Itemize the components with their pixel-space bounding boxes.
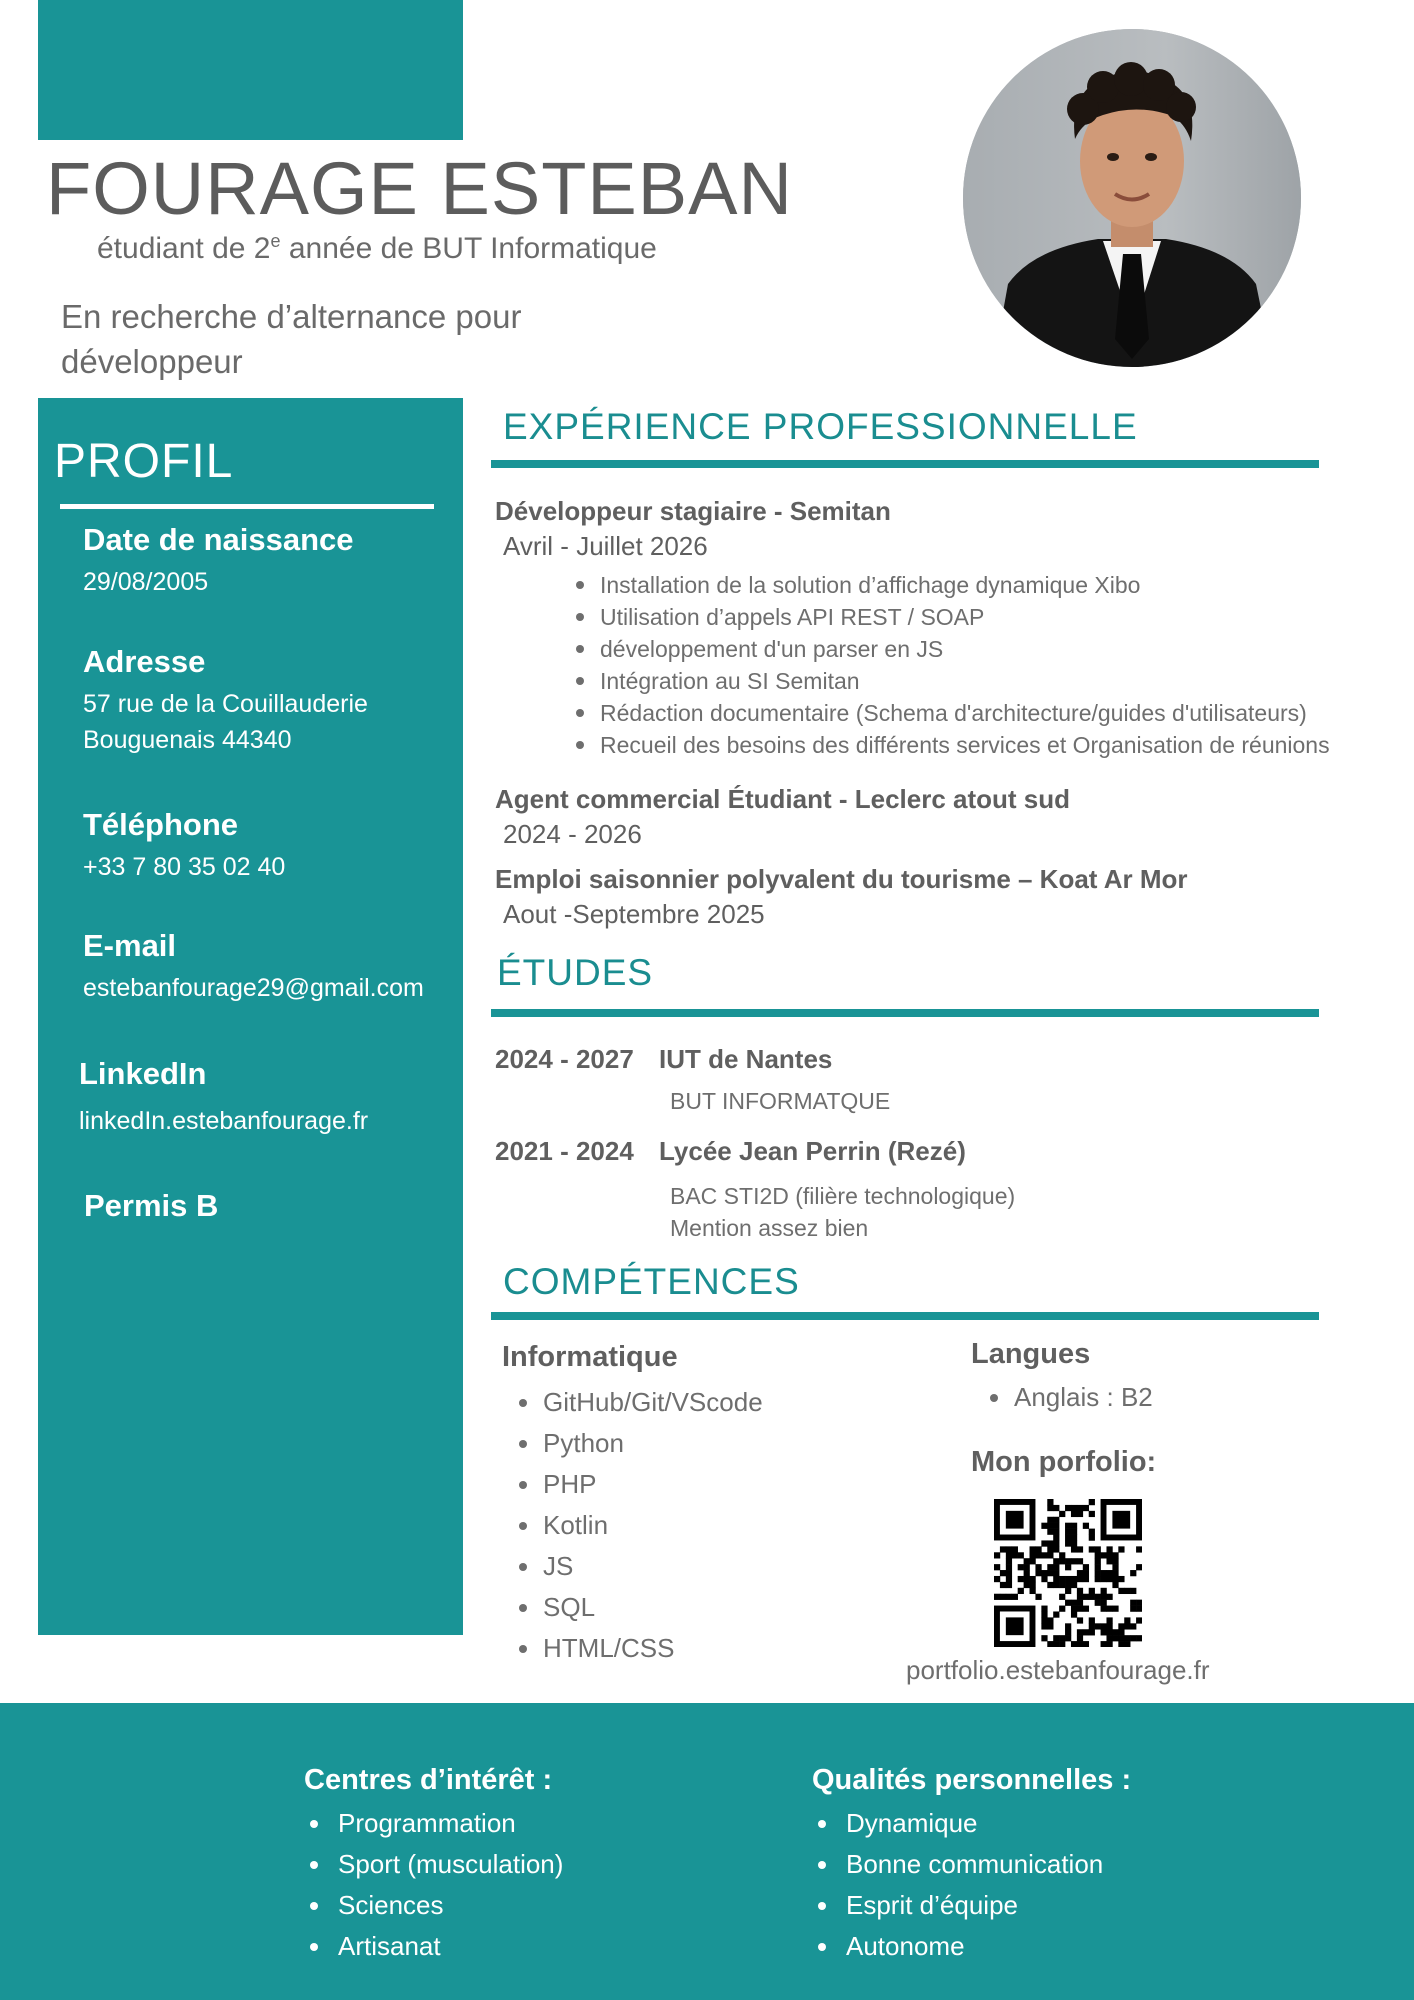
job-title: Développeur stagiaire - Semitan bbox=[495, 496, 891, 526]
profile-photo bbox=[963, 29, 1301, 367]
profile-title: PROFIL bbox=[54, 435, 234, 488]
phone-value: +33 7 80 35 02 40 bbox=[83, 853, 286, 881]
education-years: 2021 - 2024 bbox=[495, 1136, 634, 1166]
skill-item: Python bbox=[513, 1423, 763, 1464]
job-date: 2024 - 2026 bbox=[503, 819, 642, 849]
qualities-title: Qualités personnelles : bbox=[812, 1764, 1132, 1796]
portfolio-url[interactable]: portfolio.estebanfourage.fr bbox=[906, 1655, 1210, 1685]
interest-item: Sport (musculation) bbox=[304, 1844, 563, 1885]
education-detail: Mention assez bien bbox=[670, 1215, 869, 1241]
job-task: Rédaction documentaire (Schema d'architecture/guides d'utilisateurs) bbox=[570, 697, 1330, 729]
quality-item: Bonne communication bbox=[812, 1844, 1103, 1885]
subtitle-sup: e bbox=[270, 231, 281, 251]
education-divider bbox=[491, 1009, 1319, 1017]
address-line1: 57 rue de la Couillauderie bbox=[83, 690, 368, 718]
education-years: 2024 - 2027 bbox=[495, 1044, 634, 1074]
candidate-name: FOURAGE ESTEBAN bbox=[46, 147, 793, 230]
interests-list bbox=[304, 1803, 563, 1967]
qualities-list bbox=[812, 1803, 1103, 1967]
skill-item: JS bbox=[513, 1546, 763, 1587]
languages-list bbox=[984, 1379, 1153, 1415]
skill-item: HTML/CSS bbox=[513, 1628, 763, 1669]
address-label: Adresse bbox=[83, 644, 206, 679]
it-skills-list bbox=[513, 1382, 763, 1669]
it-skills-title: Informatique bbox=[502, 1341, 678, 1373]
portfolio-title: Mon porfolio: bbox=[971, 1446, 1157, 1478]
education-school: IUT de Nantes bbox=[659, 1044, 833, 1074]
language-item: Anglais : B2 bbox=[984, 1379, 1153, 1415]
interest-item: Artisanat bbox=[304, 1926, 563, 1967]
education-school: Lycée Jean Perrin (Rezé) bbox=[659, 1136, 966, 1166]
linkedin-label: LinkedIn bbox=[79, 1056, 207, 1091]
skill-item: Kotlin bbox=[513, 1505, 763, 1546]
skill-item: SQL bbox=[513, 1587, 763, 1628]
header-color-block bbox=[38, 0, 463, 140]
quality-item: Autonome bbox=[812, 1926, 1103, 1967]
skill-item: GitHub/Git/VScode bbox=[513, 1382, 763, 1423]
job-title: Agent commercial Étudiant - Leclerc atout sud bbox=[495, 784, 1070, 814]
job-date: Avril - Juillet 2026 bbox=[503, 531, 708, 561]
address-line2: Bouguenais 44340 bbox=[83, 726, 292, 754]
profile-sidebar bbox=[38, 398, 463, 1635]
subtitle-post: année de BUT Informatique bbox=[280, 232, 657, 265]
job-date: Aout -Septembre 2025 bbox=[503, 899, 765, 929]
license-label: Permis B bbox=[84, 1188, 219, 1223]
job-title: Emploi saisonnier polyvalent du tourisme – Koat Ar Mor bbox=[495, 864, 1188, 894]
job-search-statement: En recherche d’alternance pour développeur bbox=[61, 298, 522, 380]
job-task-list bbox=[570, 569, 1330, 761]
profile-divider bbox=[60, 504, 434, 509]
birth-value: 29/08/2005 bbox=[83, 568, 209, 596]
job-task: Installation de la solution d’affichage dynamique Xibo bbox=[570, 569, 1330, 601]
interests-title: Centres d’intérêt : bbox=[304, 1764, 553, 1796]
skill-item: PHP bbox=[513, 1464, 763, 1505]
quality-item: Dynamique bbox=[812, 1803, 1103, 1844]
skills-divider bbox=[491, 1312, 1319, 1320]
linkedin-value[interactable]: linkedIn.estebanfourage.fr bbox=[79, 1107, 369, 1135]
education-title: ÉTUDES bbox=[497, 952, 654, 993]
birth-label: Date de naissance bbox=[83, 522, 354, 557]
languages-title: Langues bbox=[971, 1338, 1091, 1370]
job-task: Recueil des besoins des différents services et Organisation de réunions bbox=[570, 729, 1330, 761]
interest-item: Programmation bbox=[304, 1803, 563, 1844]
phone-label: Téléphone bbox=[83, 807, 239, 842]
education-detail: BUT INFORMATQUE bbox=[670, 1088, 891, 1114]
email-label: E-mail bbox=[83, 928, 177, 963]
experience-divider bbox=[491, 460, 1319, 468]
job-task: Intégration au SI Semitan bbox=[570, 665, 1330, 697]
candidate-subtitle bbox=[97, 231, 657, 266]
email-value[interactable]: estebanfourage29@gmail.com bbox=[83, 974, 424, 1002]
quality-item: Esprit d’équipe bbox=[812, 1885, 1103, 1926]
footer-band bbox=[0, 1703, 1414, 2000]
job-task: Utilisation d’appels API REST / SOAP bbox=[570, 601, 1330, 633]
qr-code-icon[interactable] bbox=[994, 1499, 1142, 1647]
skills-title: COMPÉTENCES bbox=[503, 1261, 800, 1302]
education-detail: BAC STI2D (filière technologique) bbox=[670, 1183, 1016, 1209]
interest-item: Sciences bbox=[304, 1885, 563, 1926]
experience-title: EXPÉRIENCE PROFESSIONNELLE bbox=[503, 406, 1138, 447]
subtitle-pre: étudiant de 2 bbox=[97, 232, 271, 265]
job-task: développement d'un parser en JS bbox=[570, 633, 1330, 665]
